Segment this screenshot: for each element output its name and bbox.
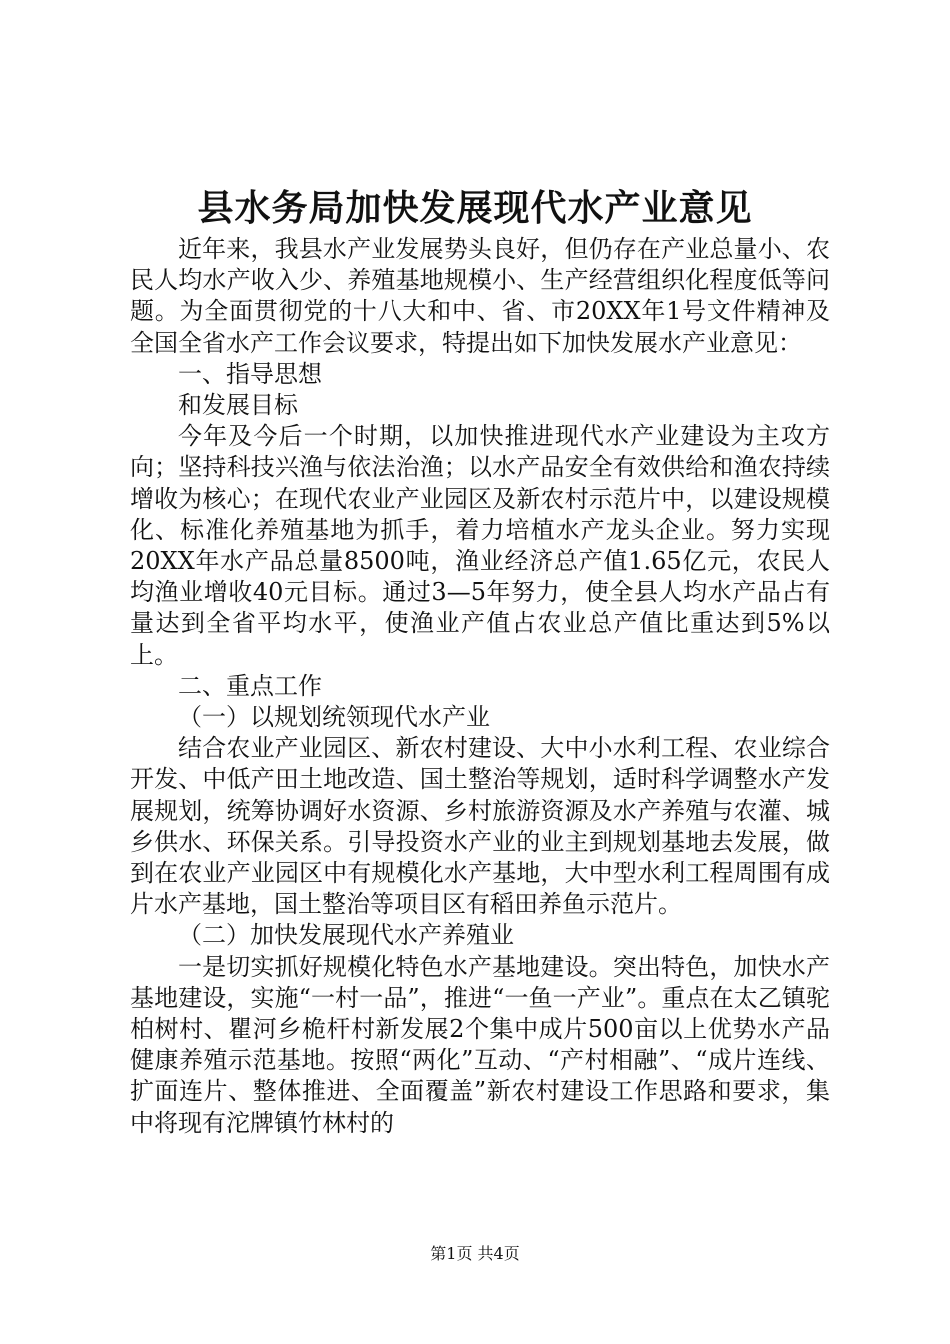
heading-key-work: 二、重点工作	[178, 671, 322, 700]
paragraph-planning: 结合农业产业园区、新农村建设、大中小水利工程、农业综合开发、中低产田土地改造、国土整治等规划，适时科学调整水产发展规划，统筹协调好水资源、乡村旅游资源及水产养殖与农灌、城乡供水、环保关系。引导投资水产业的业主到规划基地去发展，做到在农业产业园区中有规模化水产基地，大中型水利工程周围有成片水产基地，国土整治等项目区有稻田养鱼示范片。	[130, 734, 830, 919]
heading-guiding-ideology: 一、指导思想	[178, 359, 322, 388]
paragraph-aquaculture: 一是切实抓好规模化特色水产基地建设。突出特色，加快水产基地建设，实施“一村一品”，推进“一鱼一产业”。重点在太乙镇驼柏树村、瞿河乡桅杆村新发展2个集中成片500亩以上优势水产品健康养殖示范基地。按照“两化”互动、“产村相融”、“成片连线、扩面连片、整体推进、全面覆盖”新农村建设工作思路和要求，集中将现有沱牌镇竹林村的	[130, 952, 830, 1137]
paragraph-intro: 近年来，我县水产业发展势头良好，但仍存在产业总量小、农民人均水产收入少、养殖基地规模小、生产经营组织化程度低等问题。为全面贯彻党的十八大和中、省、市20XX年1号文件精神及全国全省水产工作会议要求，特提出如下加快发展水产业意见：	[130, 235, 830, 357]
heading-development-goals: 和发展目标	[178, 391, 298, 420]
heading-subsection-1: （一）以规划统领现代水产业	[178, 703, 490, 732]
document-title: 县水务局加快发展现代水产业意见	[197, 187, 753, 229]
paragraph-goals: 今年及今后一个时期，以加快推进现代水产业建设为主攻方向；坚持科技兴渔与依法治渔；以水产品安全有效供给和渔农持续增收为核心；在现代农业产业园区及新农村示范片中，以建设规模化、标准化养殖基地为抓手，着力培植水产龙头企业。努力实现20XX年水产品总量8500吨，渔业经济总产值1.65亿元，农民人均渔业增收40元目标。通过3—5年努力，使全县人均水产品占有量达到全省平均水平，使渔业产值占农业总产值比重达到5%以上。	[130, 422, 830, 669]
heading-subsection-2: （二）加快发展现代水产养殖业	[178, 921, 514, 950]
page-number: 第1页 共4页	[430, 1244, 520, 1263]
document-body	[130, 234, 830, 1139]
